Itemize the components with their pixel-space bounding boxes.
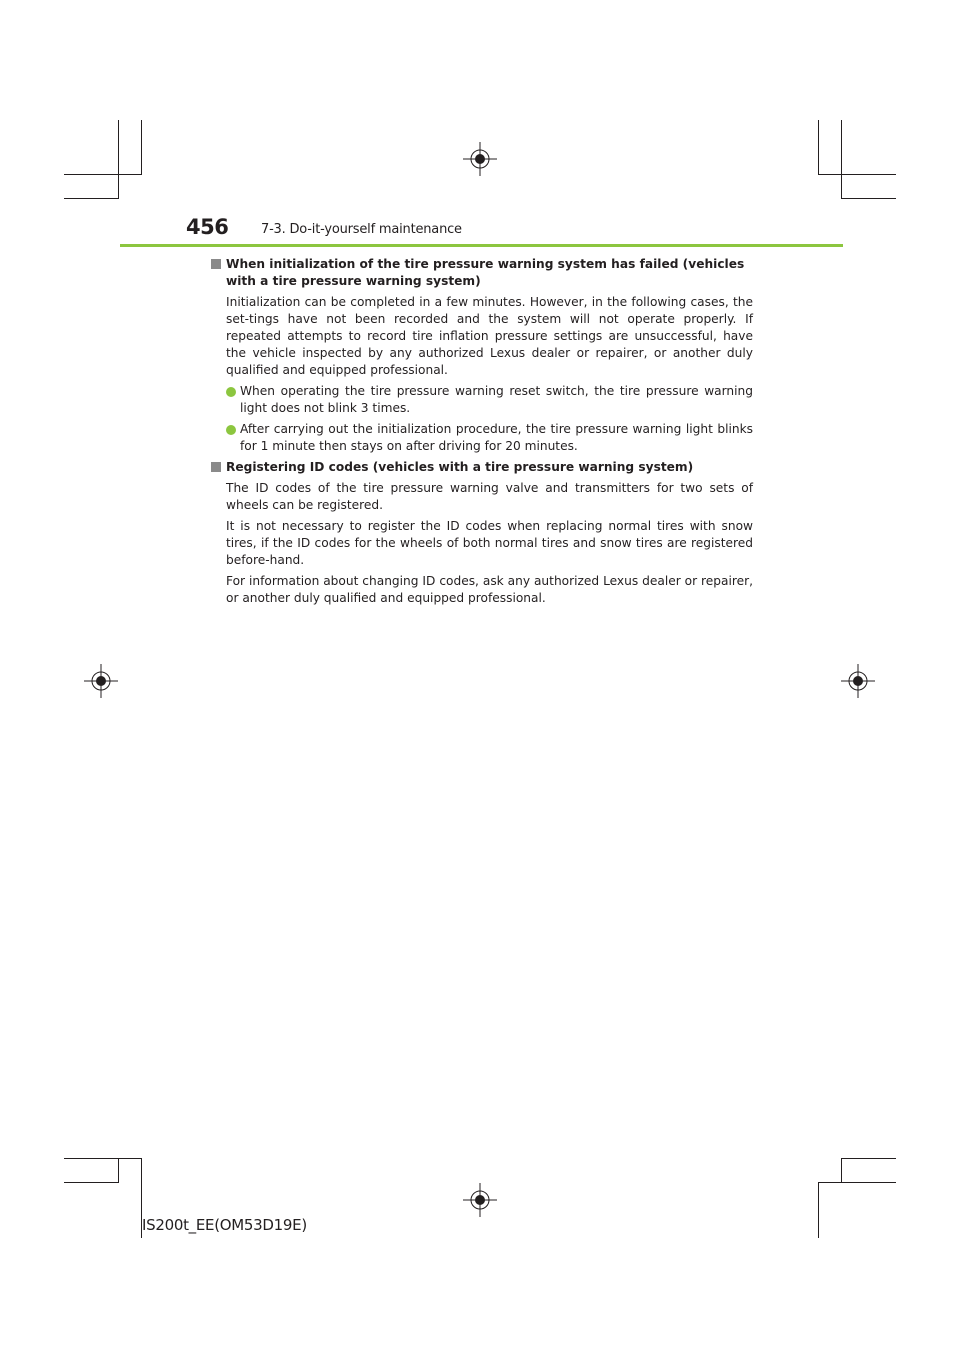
body-paragraph: It is not necessary to register the ID codes when replacing normal tires with snow tires, if the ID codes for the wheels of both normal tires and snow tires are registered before-hand. xyxy=(226,519,753,567)
section-heading xyxy=(210,459,753,476)
square-bullet-icon xyxy=(211,462,221,472)
list-item-text: After carrying out the initialization procedure, the tire pressure warning light blinks for 1 minute then stays on after driving for 20 minutes. xyxy=(240,422,753,453)
circle-bullet-icon xyxy=(226,387,236,397)
registration-mark-icon xyxy=(84,664,118,698)
section-heading xyxy=(210,256,753,290)
list-item xyxy=(210,383,753,417)
registration-mark-icon xyxy=(463,142,497,176)
square-bullet-icon xyxy=(211,259,221,269)
page-number: 456 xyxy=(186,215,229,239)
body-paragraph: The ID codes of the tire pressure warning valve and transmitters for two sets of wheels can be registered. xyxy=(226,481,753,512)
section-heading-text: When initialization of the tire pressure warning system has failed (vehicles with a tire pressure warning system) xyxy=(226,257,745,288)
header-divider xyxy=(120,244,843,247)
registration-mark-icon xyxy=(841,664,875,698)
section-title: 7-3. Do-it-yourself maintenance xyxy=(261,222,462,237)
section-heading-text: Registering ID codes (vehicles with a tire pressure warning system) xyxy=(226,460,694,474)
circle-bullet-icon xyxy=(226,425,236,435)
body-paragraph: Initialization can be completed in a few minutes. However, in the following cases, the set-tings have not been recorded and the system will not operate properly. If repeated attempts to record tire inflation pressure settings are unsuccessful, have the vehicle inspected by any authorized Lexus dealer or repairer, or another duly qualified and equipped professional. xyxy=(226,295,753,377)
registration-mark-icon xyxy=(463,1183,497,1217)
page-content xyxy=(210,256,753,611)
document-code: IS200t_EE(OM53D19E) xyxy=(142,1216,307,1234)
list-item-text: When operating the tire pressure warning reset switch, the tire pressure warning light does not blink 3 times. xyxy=(240,384,753,415)
body-paragraph: For information about changing ID codes, ask any authorized Lexus dealer or repairer, or another duly qualified and equipped professional. xyxy=(226,574,753,605)
list-item xyxy=(210,421,753,455)
